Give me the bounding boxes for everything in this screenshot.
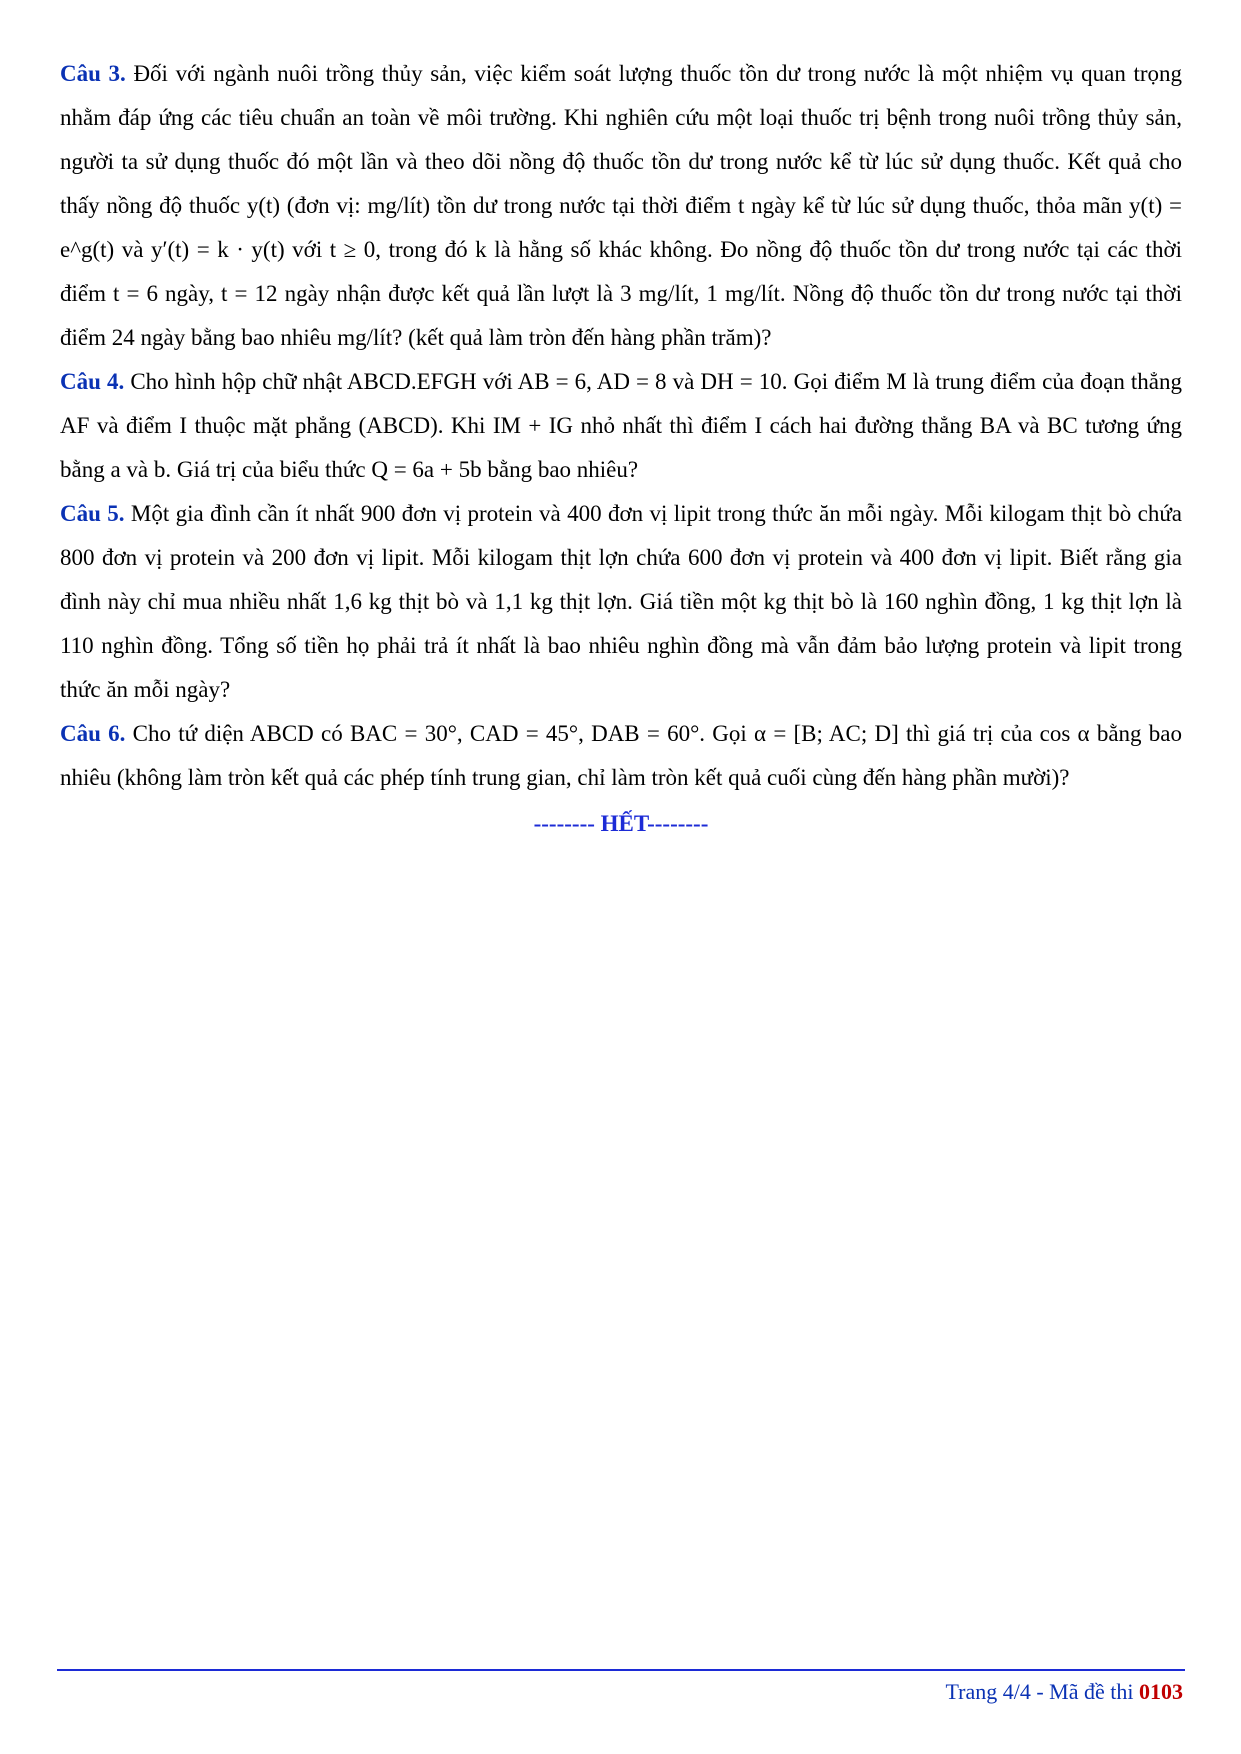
- question-text: Cho tứ diện ABCD có BAC = 30°, CAD = 45°, DAB = 60°. Gọi α = [B; AC; D] thì giá trị của cos α bằng bao nhiêu (không làm tròn kết quả các phép tính trung gian, chỉ làm tròn kết quả cuối cùng đến hàng phần mười)?: [60, 721, 1183, 790]
- question-text: Cho hình hộp chữ nhật ABCD.EFGH với AB = 6, AD = 8 và DH = 10. Gọi điểm M là trung điểm của đoạn thẳng AF và điểm I thuộc mặt phẳng (ABCD). Khi IM + IG nhỏ nhất thì điểm I cách hai đường thẳng BA và BC tương ứng bằng a và b. Giá trị của biểu thức Q = 6a + 5b bằng bao nhiêu?: [60, 369, 1182, 482]
- question-label: Câu 5.: [60, 501, 125, 526]
- page-footer: [945, 1679, 1183, 1705]
- end-marker: -------- HẾT--------: [533, 811, 709, 836]
- footer-page-label: Trang 4/4 - Mã đề thi: [945, 1679, 1134, 1704]
- question-text: Đối với ngành nuôi trồng thủy sản, việc kiểm soát lượng thuốc tồn dư trong nước là một nhiệm vụ quan trọng nhằm đáp ứng các tiêu chuẩn an toàn về môi trường. Khi nghiên cứu một loại thuốc trị bệnh trong nuôi trồng thủy sản, người ta sử dụng thuốc đó một lần và theo dõi nồng độ thuốc tồn dư trong nước kể từ lúc sử dụng thuốc. Kết quả cho thấy nồng độ thuốc y(t) (đơn vị: mg/lít) tồn dư trong nước tại thời điểm t ngày kể từ lúc sử dụng thuốc, thỏa mãn y(t) = e^g(t) và y′(t) = k · y(t) với t ≥ 0, trong đó k là hằng số khác không. Đo nồng độ thuốc tồn dư trong nước tại các thời điểm t = 6 ngày, t = 12 ngày nhận được kết quả lần lượt là 3 mg/lít, 1 mg/lít. Nồng độ thuốc tồn dư trong nước tại thời điểm 24 ngày bằng bao nhiêu mg/lít? (kết quả làm tròn đến hàng phần trăm)?: [60, 61, 1183, 350]
- exam-code: 0103: [1139, 1679, 1183, 1704]
- question-6: [60, 712, 1182, 800]
- question-5: [60, 492, 1182, 712]
- question-label: Câu 4.: [60, 369, 125, 394]
- footer-divider: [57, 1669, 1185, 1671]
- question-label: Câu 6.: [60, 721, 126, 746]
- question-3: [60, 52, 1182, 360]
- question-4: [60, 360, 1182, 492]
- exam-page-content: [60, 52, 1182, 846]
- question-text: Một gia đình cần ít nhất 900 đơn vị protein và 400 đơn vị lipit trong thức ăn mỗi ngày. Mỗi kilogam thịt bò chứa 800 đơn vị protein và 200 đơn vị lipit. Mỗi kilogam thịt lợn chứa 600 đơn vị protein và 400 đơn vị lipit. Biết rằng gia đình này chỉ mua nhiều nhất 1,6 kg thịt bò và 1,1 kg thịt lợn. Giá tiền một kg thịt bò là 160 nghìn đồng, 1 kg thịt lợn là 110 nghìn đồng. Tổng số tiền họ phải trả ít nhất là bao nhiêu nghìn đồng mà vẫn đảm bảo lượng protein và lipit trong thức ăn mỗi ngày?: [60, 501, 1182, 702]
- question-label: Câu 3.: [60, 61, 126, 86]
